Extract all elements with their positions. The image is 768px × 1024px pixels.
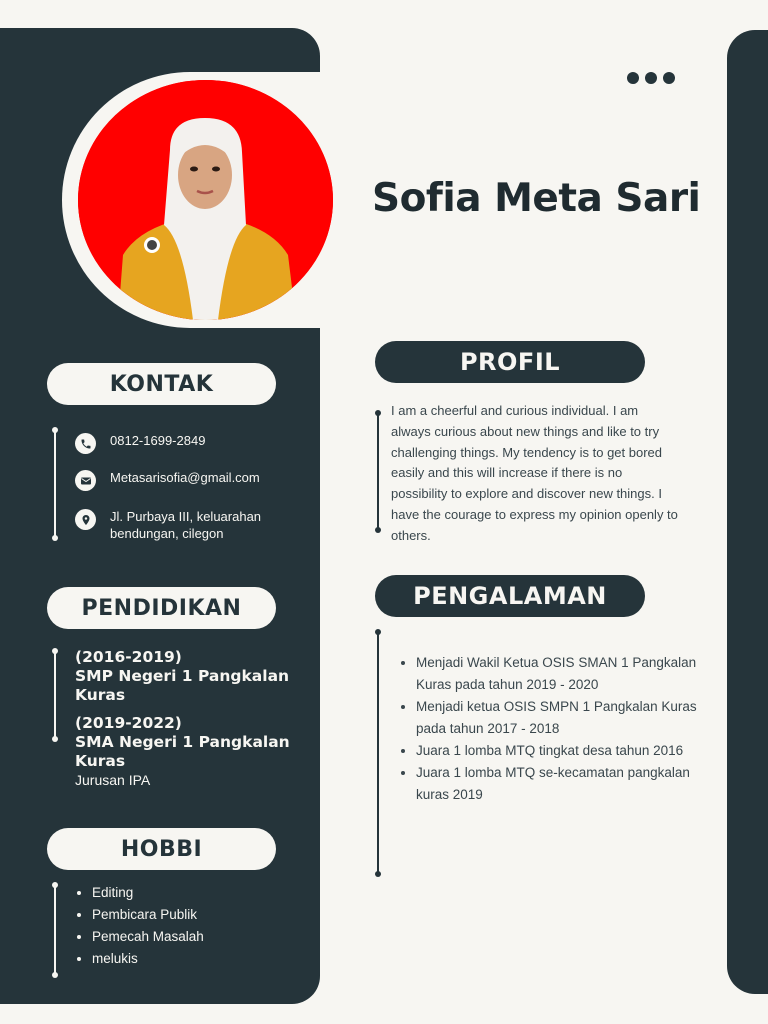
contact-phone xyxy=(75,432,205,454)
contact-email xyxy=(75,469,260,491)
experience-divider xyxy=(377,632,379,874)
list-item: • Menjadi ketua OSIS SMPN 1 Pangkalan Kuras pada tahun 2017 - 2018 xyxy=(416,696,716,740)
location-icon xyxy=(75,509,96,530)
phone-icon xyxy=(75,433,96,454)
education-divider xyxy=(54,651,56,739)
list-item: • Editing xyxy=(92,882,204,904)
list-item: • Juara 1 lomba MTQ tingkat desa tahun 2016 xyxy=(416,740,716,762)
experience-list xyxy=(399,652,716,806)
contact-divider xyxy=(54,430,56,538)
decorative-right-bar xyxy=(727,30,768,994)
list-item: • Pemecah Masalah xyxy=(92,926,204,948)
person-name: Sofia Meta Sari xyxy=(372,176,701,221)
list-item: • Juara 1 lomba MTQ se-kecamatan pangkalan kuras 2019 xyxy=(416,762,716,806)
education-years: (2019-2022) xyxy=(75,714,182,732)
email-icon xyxy=(75,470,96,491)
hobby-divider xyxy=(54,885,56,975)
profile-text: I am a cheerful and curious individual. I am always curious about new things and like to try challenging things. My tendency is to get bored easily and this will increase if there is no possibility to explore and discover new things. I have the courage to express my opinion openly to others. xyxy=(391,403,678,543)
contact-address-text: Jl. Purbaya III, keluarahan bendungan, cilegon xyxy=(110,509,262,541)
education-school: SMA Negeri 1 Pangkalan Kuras xyxy=(75,733,290,770)
list-item: • melukis xyxy=(92,948,204,970)
contact-email-text: Metasarisofia@gmail.com xyxy=(110,470,260,485)
education-note: Jurusan IPA xyxy=(75,772,151,788)
hobby-list xyxy=(75,882,204,970)
contact-phone-text: 0812-1699-2849 xyxy=(110,433,206,448)
education-years: (2016-2019) xyxy=(75,648,182,666)
hobby-heading: HOBBI xyxy=(47,828,276,870)
profile-photo xyxy=(78,80,333,320)
profile-heading: PROFIL xyxy=(375,341,645,383)
list-item: • Menjadi Wakil Ketua OSIS SMAN 1 Pangkalan Kuras pada tahun 2019 - 2020 xyxy=(416,652,716,696)
education-heading: PENDIDIKAN xyxy=(47,587,276,629)
experience-heading: PENGALAMAN xyxy=(375,575,645,617)
menu-dots-icon xyxy=(627,72,675,84)
profile-divider xyxy=(377,413,379,530)
education-item xyxy=(75,714,305,790)
education-school: SMP Negeri 1 Pangkalan Kuras xyxy=(75,667,290,704)
contact-heading: KONTAK xyxy=(47,363,276,405)
list-item: • Pembicara Publik xyxy=(92,904,204,926)
contact-address xyxy=(75,508,290,542)
education-item xyxy=(75,648,305,705)
